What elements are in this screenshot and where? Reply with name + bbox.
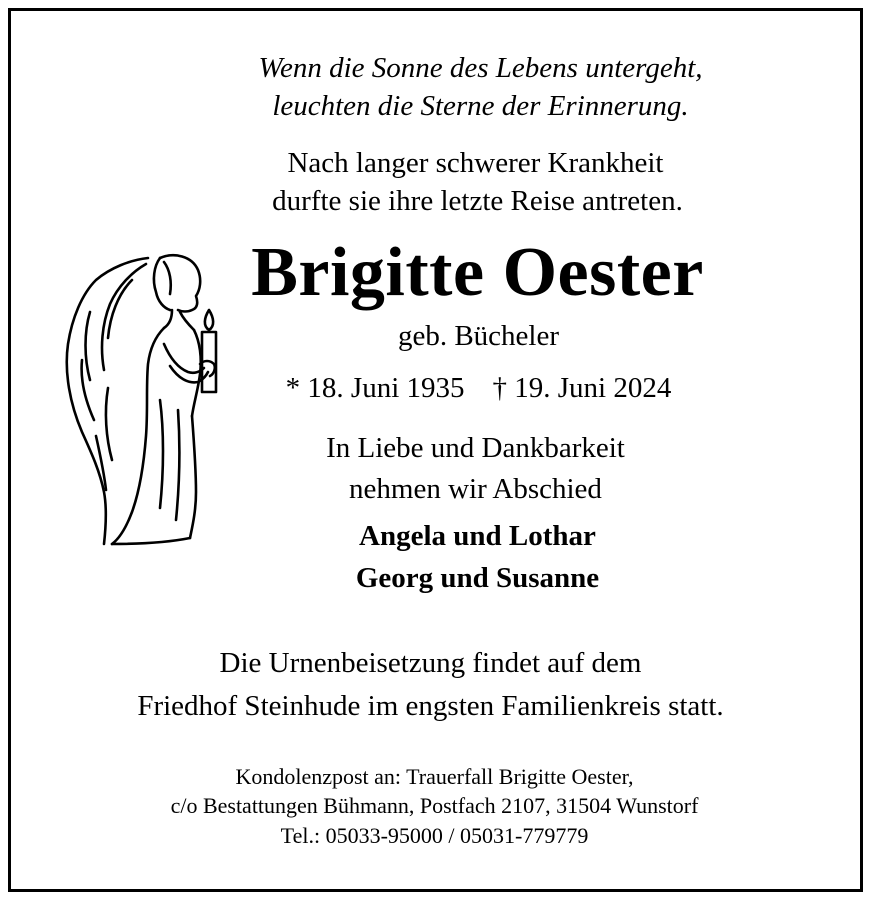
burial-line-2: Friedhof Steinhude im engsten Familienkreis statt. (137, 690, 724, 722)
intro-line-1: Nach langer schwerer Krankheit (287, 147, 664, 179)
death-date: † 19. Juni 2024 (492, 372, 672, 404)
contact-line-3: Tel.: 05033-95000 / 05031-779779 (280, 823, 589, 848)
quote-line-1: Wenn die Sonne des Lebens untergeht, (258, 52, 703, 84)
maiden-name: geb. Bücheler (397, 320, 560, 352)
burial-line-1: Die Urnenbeisetzung findet auf dem (219, 647, 642, 679)
intro-line-2: durfte sie ihre letzte Reise antreten. (272, 185, 683, 217)
mourner-line: Georg und Susanne (355, 562, 600, 594)
birth-date: * 18. Juni 1935 (285, 372, 465, 404)
farewell-line-1: In Liebe und Dankbarkeit (326, 432, 625, 464)
angel-with-candle-icon (60, 240, 230, 560)
farewell-line-2: nehmen wir Abschied (349, 473, 602, 505)
contact-line-2: c/o Bestattungen Bühmann, Postfach 2107, 31504 Wunstorf (170, 793, 699, 818)
deceased-name: Brigitte Oester (251, 234, 704, 311)
contact-line-1: Kondolenzpost an: Trauerfall Brigitte Oester, (235, 764, 634, 789)
quote-line-2: leuchten die Sterne der Erinnerung. (272, 90, 689, 122)
mourner-line: Angela und Lothar (359, 520, 596, 552)
